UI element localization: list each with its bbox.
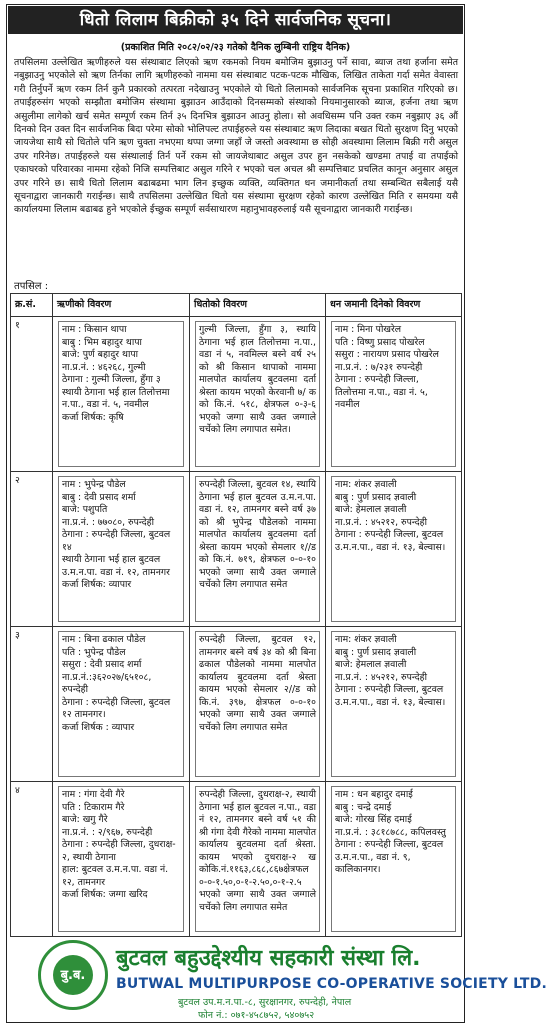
borrower-box [58, 476, 184, 622]
guarantor-box [331, 631, 456, 777]
footer [8, 936, 547, 1021]
logo-mark: बु.ब. [60, 968, 86, 983]
borrower-details [53, 782, 190, 937]
collateral-details [190, 627, 326, 782]
borrower-line: कर्जा शिर्षक: जग्गा खरिद [62, 889, 148, 900]
header-collateral: धितोको विवरण [190, 294, 326, 317]
borrower-line: पति : टिकाराम गैरे [62, 801, 125, 813]
borrower-line: बाबु : देवी प्रसाद शर्मा [62, 491, 136, 503]
org-name-english: BUTWAL MULTIPURPOSE CO-OPERATIVE SOCIETY LTD. [116, 976, 547, 992]
guarantor-details [326, 317, 462, 472]
header-guarantor: धन जमानी दिनेको विवरण [326, 294, 462, 317]
header-sn: क्र.सं. [11, 294, 53, 317]
guarantor-line: बाबु : चन्द्रे दमाई [335, 801, 392, 813]
collateral-text: रुपन्देही जिल्ला, बुटवल १४, स्थायि ठेगाना भई हाल बुटवल उ.म.न.पा. वडा नं. १२, तामनगर बस्ने वर्ष ३७ को श्री भुपेन्द्र पौडेलको नाममा मालपोत कार्यालय बुटवलमा दर्ता श्रेस्ता कायम भएको सेमलार १//ड को कि.नं. ७१९, क्षेत्रफल ०-०-१० भएको जग्गा साथै उक्त जग्गाले चर्चेको लिग लगापात समेत [195, 476, 320, 622]
notice-body: तपसिलमा उल्लेखित ऋणीहरुले यस संस्थाबाट लिएको ऋण रकमको नियम बमोजिम बुझाउनु पर्ने सावा, ब्याज तथा हर्जाना समेत नबुझाउनु भएकोले सो ऋण तिर्नका लागि ऋणीहरुको नाममा यस संस्थाबाट पटक-पटक मौखिक, लिखित ताकेता गर्दा समेत वेवास्ता गरी तिर्नुपर्ने ऋण रकम तिर्न कुनै प्रकारको तत्परता नदेखाउनु भएकोले यो धितो लिलामको सार्वजनिक सूचना प्रकाशित गरिएको छ। तपाईहरुसंग भएको सम्झौता बमोजिम संस्थामा बुझाउन आउँदाको दिनसम्मको संस्थाको नियमानुसारको ब्याज, हर्जना तथा ऋण असुलीमा लागेको खर्च समेत सम्पूर्ण रकम तिर्न ३५ दिनभित्र बुझाउन आउनु होला। सो अवधिसम्म पनि उक्त रकम नबुझाए ३६ औं दिनको दिन उक्त दिन सार्वजनिक बिदा परेमा सोको भोलिपल्ट तपाईहरुले यस संस्थाबाट ऋण लिदाका बखत धितो सुरक्षण दिनु भएको जायजेथा साथै सो धितोले पनि ऋण चुक्ता नभएमा थप्पा जग्गा जहाँ जे जस्तो अवस्थामा छ सोही अवस्थामा लिलाम बिक्री गरी असुल उपर गरिनेछ। तपाईहरुले यस संस्थालाई तिर्न पर्ने रकम सो जायजेथाबाट असुल उपर हुन नसकेको खण्डमा तपाई वा तपाईको एकाघरको परिवारका नाममा रहेको निजि सम्पत्तिबाट असुल गरिने र भएको चल अचल श्री सम्पत्तिबाट प्रचलित कानून अनुसार असुल उपर गरिने छ। साथै धितो लिलाम बढाबढमा भाग लिन इच्छुक व्यक्ति, व्यक्तिगत धन जमानीकर्ता तथा सम्बन्धित सबैलाई यसै सूचनाद्वारा जानकारी गराईन्छ। साथै तपसिलमा उल्लेखित धितो यस संस्थामा सुरक्षण रहेको कारण उल्लेखित मिति र समयमा यसै कार्यालयमा लिलाम बढाबढ हुने भएकोले ईच्छुक सम्पूर्ण सर्वसाधारण महानुभावहरुलाई यसै सूचनाद्वारा जानकारी गराईन्छ। [14, 57, 458, 216]
borrower-line: ठेगाना : रुपन्देही जिल्ला, दुधराक्ष- २, स्थायी ठेगाना [62, 839, 176, 863]
borrower-line: ना.प्र.नं.:३६२०२७/६५१०८, रुपन्देही [62, 671, 152, 695]
guarantor-line: ना.प्र.नं. : ४५२१२, रुपन्देही [335, 671, 428, 683]
table-row [11, 782, 462, 937]
borrower-box [58, 321, 184, 467]
borrower-details [53, 472, 190, 627]
borrower-line: पति : भुपेन्द्र पौडेल [62, 646, 126, 658]
guarantor-line: बाबु : पुर्ण प्रसाद ज्ञवाली [335, 646, 417, 658]
collateral-text: रुपन्देही जिल्ला, बुटवल १२, तामनगर बस्ने वर्ष ३४ को श्री बिना ढकाल पौडेलको नाममा मालपोत कार्यालय बुटवलमा दर्ता श्रेस्ता कायम भएको सेमलार २//ड को कि.नं. ३९७, क्षेत्रफल ०-०-१० भएको जग्गा साथै उक्त जग्गाले चर्चेको लिग लगापात समेत [195, 631, 320, 777]
guarantor-line: ना.प्र.नं. : ३८१८७८८, कपिलवस्तु [335, 826, 446, 838]
guarantor-line: बाजे: गोरख सिंह दमाई [335, 814, 412, 825]
borrower-line: बाजे: पशुपति [62, 504, 108, 515]
guarantor-box [331, 476, 456, 622]
guarantor-line: ठेगाना : रुपन्देही जिल्ला, बुटवल उ.म.न.पा., वडा नं. १३, बेल्वास। [335, 684, 446, 708]
guarantor-line: ठेगाना : रुपन्देही जिल्ला, तिलोत्तमा न.पा., वडा नं. ५, नवमील [335, 374, 428, 410]
borrower-box [58, 631, 184, 777]
borrower-line: नाम : किसान थापा [62, 324, 127, 335]
borrower-line: ससुरा : देवी प्रसाद शर्मा [62, 659, 142, 670]
borrower-line: ना.प्र.नं. : २/९६७, रुपन्देही [62, 826, 153, 838]
row-serial-number: १ [11, 317, 53, 472]
guarantor-line: बाजे: हेमलाल ज्ञवाली [335, 504, 407, 515]
borrower-line: नाम : गंगा देवी गैरे [62, 789, 125, 800]
cooperative-logo [38, 940, 108, 1010]
row-serial-number: ४ [11, 782, 53, 937]
borrower-line: कर्जा शिर्षक : व्यापार [62, 721, 135, 733]
org-phone: फोन नं.: ०७१-४५८७५२, ५४०७५२ [198, 1010, 315, 1021]
auction-table [10, 293, 462, 937]
collateral-text: गुल्मी जिल्ला, हुँगा ३, स्थायि ठेगाना भई हाल तिलोत्तमा न.पा., वडा नं ५, नवमिल्ल बस्ने वर्ष २५ को श्री किसान थापाको नाममा मालपोत कार्यालय बुटवलमा दर्ता श्रेस्ता कायम भएको केरवानी ७/ क को कि.नं. ५१८, क्षेत्रफल ०-३-६ भएको जग्गा साथै उक्त जग्गाले चर्चेको लिग लगापात समेत। [195, 321, 320, 467]
borrower-line: स्थायी ठेगाना भई हाल तिलोत्तमा न.पा., वडा नं. ५, नवमील [62, 386, 170, 410]
table-row [11, 317, 462, 472]
borrower-line: बाजे: पुर्ण बहादुर थापा [62, 349, 139, 360]
collateral-details [190, 317, 326, 472]
guarantor-line: नाम : मिना पोखरेल [335, 324, 402, 335]
org-name-nepali: बुटवल बहुउद्देश्यीय सहकारी संस्था लि. [116, 946, 421, 971]
notice-title: धितो लिलाम बिक्रीको ३५ दिने सार्वजनिक सूचना। [8, 6, 463, 34]
row-serial-number: २ [11, 472, 53, 627]
guarantor-line: नाम : धन बहादुर दमाई [335, 789, 413, 800]
table-row [11, 627, 462, 782]
borrower-line: ठेगाना : रुपन्देही जिल्ला, बुटवल १२ तामनगर। [62, 696, 171, 720]
borrower-line: कर्जा शिर्षक: कृषि [62, 411, 124, 423]
header-borrower: ऋणीको विवरण [53, 294, 190, 317]
guarantor-box [331, 786, 456, 932]
guarantor-line: ना.प्र.नं. : ७/२३१ रुपन्देही [335, 361, 423, 373]
table-body [11, 317, 462, 937]
borrower-line: ठेगाना : गुल्मी जिल्ला, हुँगा ३ [62, 374, 161, 385]
guarantor-details [326, 627, 462, 782]
guarantor-line: बाजे: हेमलाल ज्ञवाली [335, 659, 407, 670]
borrower-line: बाबु : भिम बहादुर थापा [62, 336, 142, 348]
table-row [11, 472, 462, 627]
guarantor-line: ससुरा : नारायण प्रसाद पोखरेल [335, 349, 439, 360]
borrower-details [53, 317, 190, 472]
guarantor-line: पति : विष्णु प्रसाद पोखरेल [335, 336, 425, 348]
borrower-line: ना.प्र.नं. : ४६२६८, गुल्मी [62, 361, 146, 373]
borrower-line: ठेगाना : रुपन्देही जिल्ला, बुटवल १४ [62, 529, 171, 553]
guarantor-line: ना.प्र.नं. : ४५२१२, रुपन्देही [335, 516, 428, 528]
table-header-row [11, 294, 462, 317]
borrower-line: बाजे: खगु गैरे [62, 814, 108, 825]
borrower-line: नाम : भुपेन्द्र पौडेल [62, 479, 126, 490]
guarantor-line: ठेगाना : रुपन्देही जिल्ला, बुटवल उ.म.न.पा., वडा नं. ९, कालिकानगर। [335, 839, 444, 875]
guarantor-line: बाबु : पुर्ण प्रसाद ज्ञवाली [335, 491, 417, 503]
row-serial-number: ३ [11, 627, 53, 782]
borrower-line: हाल: बुटवल उ.म.न.पा. वडा नं. १२, तामनगर [62, 864, 169, 888]
schedule-label: तपसिल : [14, 281, 49, 292]
borrower-line: नाम : बिना ढकाल पौडेल [62, 634, 146, 645]
org-address: बुटवल उप.म.न.पा.-८, सुरक्षानगर, रुपन्देही, नेपाल [178, 997, 352, 1008]
guarantor-line: नाम: शंकर ज्ञवाली [335, 634, 397, 645]
publication-note: (प्रकाशित मिति २०८२/०२/२३ गतेको दैनिक लुम्बिनी राष्ट्रिय दैनिक) [120, 42, 351, 53]
collateral-text: रुपन्देही जिल्ला, दुधराक्ष-२, स्थायी ठेगाना भई हाल बुटवल न.पा., वडा नं १२, तामनगर बस्ने वर्ष ५१ की श्री गंगा देवी गैरेको नाममा मालपोत कार्यालय बुटवलमा दर्ता श्रेस्ता. कायम भएको दुधराक्ष-२ ख कोकि.नं.११६३,८६८,८६७क्षेत्रफल ०-०-१.५०,०-१-२.५०,०-१-२.५ भएको जग्गा साथै उक्त जग्गाले चर्चेको लिग लगापात समेत [195, 786, 320, 932]
borrower-line: कर्जा शिर्षक: व्यापार [62, 579, 132, 590]
guarantor-details [326, 782, 462, 937]
collateral-details [190, 782, 326, 937]
guarantor-line: नाम: शंकर ज्ञवाली [335, 479, 397, 490]
guarantor-details [326, 472, 462, 627]
guarantor-line: ठेगाना : रुपन्देही जिल्ला, बुटवल उ.म.न.पा., वडा नं. १३, बेल्वास। [335, 529, 446, 553]
borrower-details [53, 627, 190, 782]
borrower-line: स्थायी ठेगाना भई हाल बुटवल उ.म.न.पा. वडा नं. १२, तामनगर [62, 554, 170, 578]
borrower-box [58, 786, 184, 932]
guarantor-box [331, 321, 456, 467]
borrower-line: ना.प्र.नं. : ७७०८०, रुपन्देही [62, 516, 155, 528]
collateral-details [190, 472, 326, 627]
